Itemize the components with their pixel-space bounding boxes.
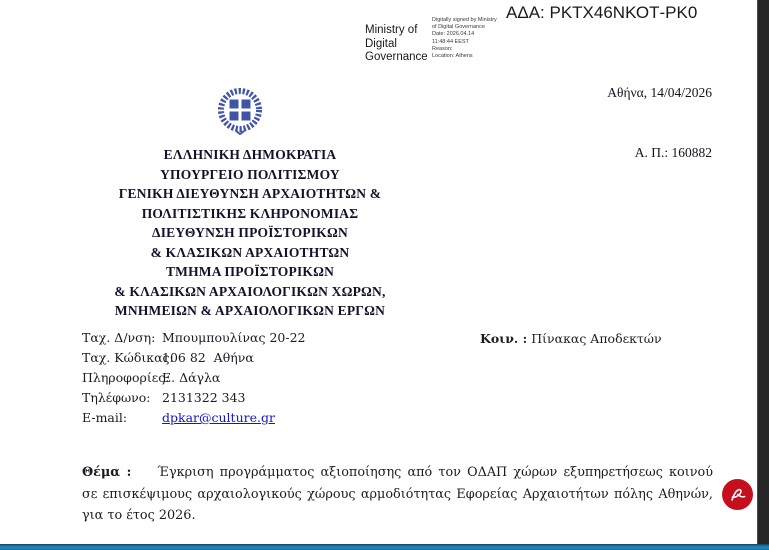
right-dark-panel [757, 0, 769, 545]
letterhead-line: ΜΝΗΜΕΙΩΝ & ΑΡΧΑΙΟΛΟΓΙΚΩΝ ΕΡΓΩΝ [114, 303, 386, 318]
signer-line: Ministry of [365, 24, 418, 36]
contact-row-information [82, 370, 305, 390]
signature-detail-line: Reason: [432, 45, 453, 52]
recipients-label: Κοιν. : [480, 331, 528, 346]
signature-detail-line: Location: Athens [432, 53, 473, 60]
letterhead-line: & ΚΛΑΣΙΚΩΝ ΑΡΧΑΙΟΛΟΓΙΚΩΝ ΧΩΡΩΝ, [114, 283, 386, 299]
letterhead-line: ΓΕΝΙΚΗ ΔΙΕΥΘΥΝΣΗ ΑΡΧΑΙΟΤΗΤΩΝ & [118, 186, 382, 201]
subject-text: Έγκριση προγράμματος αξιοποίησης από τον ΟΔΑΠ χώρων εξυπηρετήσεως κοινού σε επισκέψιμους αρχαιολογικούς χώρους αρμοδιότητας Εφορείας Αρχαιοτήτων πόλης Αθηνών, για το έτος 2026. [82, 465, 713, 523]
contact-label: Πληροφορίες: [82, 370, 170, 385]
adobe-pdf-icon[interactable] [722, 479, 753, 510]
signer-line: Governance [365, 51, 428, 63]
signature-detail-line: 11:48:44 EEST [432, 38, 469, 45]
letterhead [28, 145, 472, 321]
signature-detail-line: Digitally signed by Ministry [432, 17, 497, 23]
contact-label: Ταχ. Δ/νση: [82, 330, 156, 345]
letterhead-line: ΤΜΗΜΑ ΠΡΟΪΣΤΟΡΙΚΩΝ [165, 264, 335, 279]
contact-block [82, 330, 305, 430]
signer-line: Digital [365, 37, 397, 50]
digital-signature-signer [365, 24, 428, 65]
digital-signature-details [432, 17, 522, 60]
contact-value: 106 82 Αθήνα [162, 350, 254, 365]
contact-value: Ε. Δάγλα [162, 370, 221, 385]
signature-detail-line: of Digital Governance [432, 24, 485, 31]
bottom-blue-bar [0, 544, 769, 550]
letterhead-line: & ΚΛΑΣΙΚΩΝ ΑΡΧΑΙΟΤΗΤΩΝ [150, 244, 350, 260]
letterhead-line: ΠΟΛΙΤΙΣΤΙΚΗΣ ΚΛΗΡΟΝΟΜΙΑΣ [141, 205, 359, 221]
letterhead-line: ΔΙΕΥΘΥΝΣΗ ΠΡΟΪΣΤΟΡΙΚΩΝ [152, 225, 348, 240]
greek-national-emblem-icon [216, 85, 264, 137]
contact-label: E-mail: [82, 410, 128, 425]
contact-row-postal-code [82, 350, 305, 370]
email-link[interactable]: dpkar@culture.gr [162, 410, 275, 425]
recipients-value: Πίνακας Αποδεκτών [531, 331, 662, 346]
subject-label: Θέμα : [82, 465, 132, 480]
city-date: Αθήνα, 14/04/2026 [607, 85, 712, 100]
letterhead-line: ΥΠΟΥΡΓΕΙΟ ΠΟΛΙΤΙΣΜΟΥ [160, 166, 340, 182]
contact-value: 2131322 343 [162, 390, 246, 405]
protocol-number: Α. Π.: 160882 [634, 145, 712, 160]
ada-code: ΑΔΑ: ΡΚΤΧ46ΝΚΟΤ-ΡΚ0 [506, 3, 698, 22]
date-protocol-block [607, 43, 712, 203]
contact-row-address [82, 330, 305, 350]
subject-paragraph [82, 462, 713, 527]
contact-label: Ταχ. Κώδικας: [82, 350, 174, 365]
contact-value: Μπουμπουλίνας 20-22 [162, 330, 306, 345]
contact-row-phone [82, 390, 305, 410]
letterhead-line: ΕΛΛΗΝΙΚΗ ΔΗΜΟΚΡΑΤΙΑ [163, 147, 337, 162]
signature-detail-line: Date: 2026.04.14 [432, 31, 475, 38]
contact-label: Τηλέφωνο: [82, 390, 151, 405]
recipients-line [480, 331, 662, 346]
contact-row-email [82, 410, 305, 430]
